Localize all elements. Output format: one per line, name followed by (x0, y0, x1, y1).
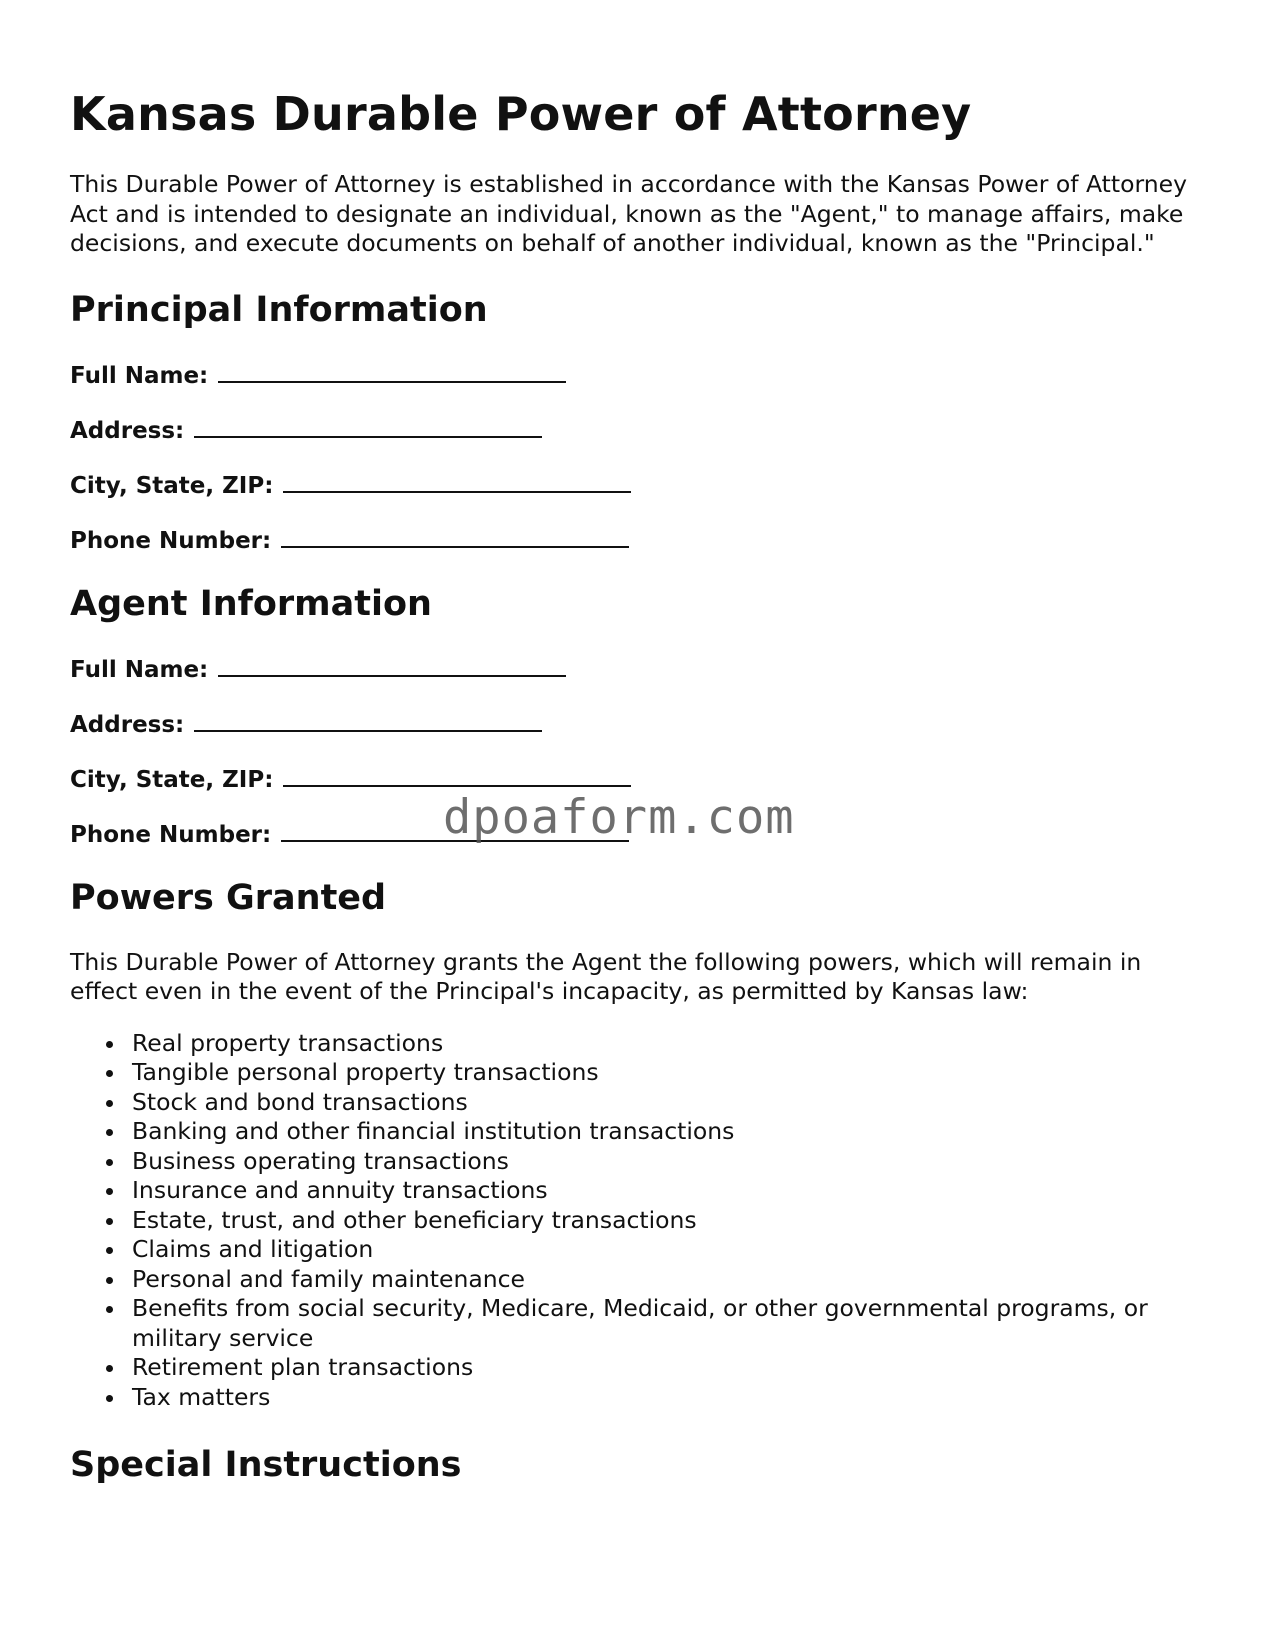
power-list-item (70, 1383, 1200, 1413)
bullet-icon (106, 1395, 113, 1402)
power-list-item (70, 1294, 1200, 1353)
principal-section (70, 359, 1200, 555)
power-item-text: Tangible personal property transactions (132, 1058, 599, 1086)
principal-address-field (70, 414, 1200, 445)
power-list-item (70, 1235, 1200, 1265)
agent-address-blank[interactable] (194, 708, 542, 732)
intro-paragraph: This Durable Power of Attorney is established in accordance with the Kansas Power of Attorney Act and is intended to designate an individual, known as the "Agent," to manage affairs, make decisions, and execute documents on behalf of another individual, known as the "Principal." (70, 170, 1187, 257)
principal-full-name-blank[interactable] (218, 359, 566, 383)
power-list-item (70, 1088, 1200, 1118)
agent-address-field (70, 708, 1200, 739)
bullet-icon (106, 1277, 113, 1284)
principal-full-name-field (70, 359, 1200, 390)
agent-city-state-zip-blank[interactable] (283, 763, 631, 787)
power-item-text: Personal and family maintenance (132, 1264, 526, 1293)
power-list-item (70, 1117, 1200, 1147)
power-list-item (70, 1147, 1200, 1177)
bullet-icon (106, 1247, 113, 1254)
document-title: Kansas Durable Power of Attorney (70, 87, 972, 141)
power-item-text: Stock and bond transactions (132, 1087, 468, 1116)
powers-intro: This Durable Power of Attorney grants the Agent the following powers, which will remain in effect even in the event of the Principal's incapacity, as permitted by Kansas law: (70, 947, 1142, 1005)
field-label: Full Name: (70, 362, 209, 389)
principal-city-state-zip-blank[interactable] (283, 469, 631, 493)
principal-heading: Principal Information (70, 289, 488, 330)
field-label: Address: (70, 711, 185, 738)
watermark: dpoaform.com (443, 790, 795, 845)
bullet-icon (106, 1041, 113, 1048)
bullet-icon (106, 1365, 113, 1372)
powers-list (70, 1029, 1200, 1413)
bullet-icon (106, 1306, 113, 1313)
power-item-text: Tax matters (132, 1382, 271, 1411)
power-item-text: Estate, trust, and other beneficiary transactions (132, 1205, 697, 1234)
bullet-icon (106, 1070, 113, 1077)
agent-full-name-field (70, 653, 1200, 684)
power-item-text: Benefits from social security, Medicare, Medicaid, or other governmental programs, or military service (132, 1294, 1148, 1352)
field-label: Full Name: (70, 656, 209, 683)
power-list-item (70, 1176, 1200, 1206)
bullet-icon (106, 1100, 113, 1107)
bullet-icon (106, 1159, 113, 1166)
power-list-item (70, 1206, 1200, 1236)
principal-phone-field (70, 524, 1200, 555)
power-list-item (70, 1353, 1200, 1383)
power-list-item (70, 1265, 1200, 1295)
agent-full-name-blank[interactable] (218, 653, 566, 677)
power-item-text: Claims and litigation (132, 1235, 374, 1263)
power-item-text: Retirement plan transactions (132, 1353, 474, 1381)
special-instructions-heading: Special Instructions (70, 1445, 462, 1485)
field-label: City, State, ZIP: (70, 766, 274, 793)
power-item-text: Banking and other financial institution transactions (132, 1117, 735, 1145)
bullet-icon (106, 1218, 113, 1225)
agent-heading: Agent Information (70, 583, 432, 624)
principal-phone-blank[interactable] (281, 524, 629, 548)
principal-address-blank[interactable] (194, 414, 542, 438)
powers-heading: Powers Granted (70, 877, 387, 918)
document-page (70, 86, 1200, 1487)
principal-city-state-zip-field (70, 469, 1200, 500)
power-item-text: Business operating transactions (132, 1146, 509, 1175)
power-item-text: Real property transactions (132, 1028, 444, 1057)
bullet-icon (106, 1188, 113, 1195)
field-label: Phone Number: (70, 821, 272, 848)
agent-city-state-zip-field (70, 763, 1200, 794)
power-list-item (70, 1058, 1200, 1088)
field-label: Phone Number: (70, 527, 272, 554)
power-item-text: Insurance and annuity transactions (132, 1176, 548, 1204)
bullet-icon (106, 1129, 113, 1136)
field-label: City, State, ZIP: (70, 472, 274, 499)
power-list-item (70, 1029, 1200, 1059)
field-label: Address: (70, 417, 185, 444)
